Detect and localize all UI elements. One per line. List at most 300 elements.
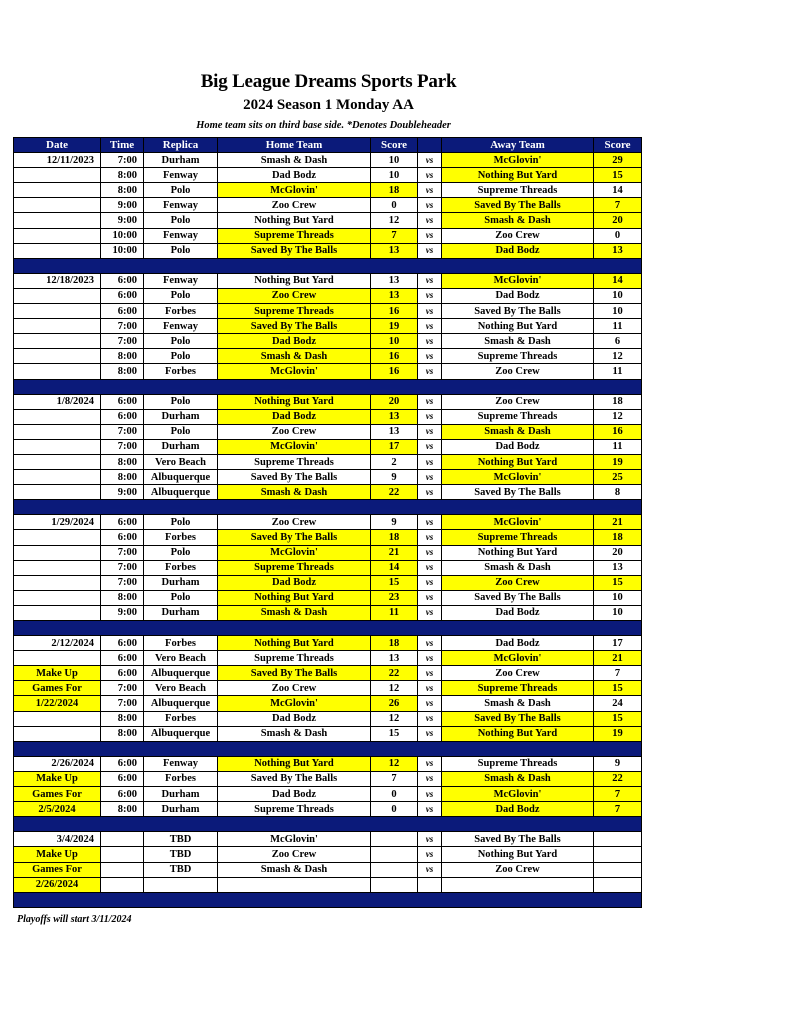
time-cell: 6:00 [101, 756, 144, 771]
away-team-cell: Dad Bodz [442, 243, 594, 258]
table-row [14, 771, 642, 786]
date-cell: 1/22/2024 [14, 696, 101, 711]
away-team-cell: Nothing But Yard [442, 545, 594, 560]
time-cell: 6:00 [101, 409, 144, 424]
table-row [14, 304, 642, 319]
week-separator [14, 258, 642, 273]
replica-cell: Polo [144, 213, 218, 228]
table-row [14, 228, 642, 243]
away-team-cell: Supreme Threads [442, 409, 594, 424]
away-team-cell: Saved By The Balls [442, 711, 594, 726]
home-score-cell: 2 [371, 454, 418, 469]
time-cell: 7:00 [101, 545, 144, 560]
separator-bar [14, 379, 642, 394]
home-team-cell: Supreme Threads [218, 228, 371, 243]
time-cell: 6:00 [101, 666, 144, 681]
home-team-cell: McGlovin' [218, 364, 371, 379]
vs-cell: vs [418, 409, 442, 424]
home-team-cell: Smash & Dash [218, 862, 371, 877]
table-row [14, 590, 642, 605]
table-row [14, 711, 642, 726]
replica-cell: Albuquerque [144, 470, 218, 485]
date-cell: 2/12/2024 [14, 636, 101, 651]
replica-cell: Durham [144, 409, 218, 424]
home-score-cell: 0 [371, 787, 418, 802]
date-cell [14, 168, 101, 183]
table-row [14, 243, 642, 258]
replica-cell: Fenway [144, 198, 218, 213]
away-team-cell: Saved By The Balls [442, 485, 594, 500]
table-row [14, 545, 642, 560]
away-team-cell: Saved By The Balls [442, 832, 594, 847]
home-team-cell: Saved By The Balls [218, 319, 371, 334]
home-score-cell: 12 [371, 681, 418, 696]
home-score-cell [371, 862, 418, 877]
table-row [14, 424, 642, 439]
vs-cell: vs [418, 575, 442, 590]
away-team-cell: Zoo Crew [442, 228, 594, 243]
away-score-cell: 7 [594, 787, 642, 802]
away-team-cell: Nothing But Yard [442, 726, 594, 741]
table-row [14, 877, 642, 892]
away-score-cell: 29 [594, 153, 642, 168]
separator-bar [14, 621, 642, 636]
home-score-cell: 26 [371, 696, 418, 711]
away-team-cell: Dad Bodz [442, 439, 594, 454]
separator-bar [14, 500, 642, 515]
vs-cell: vs [418, 273, 442, 288]
table-row [14, 183, 642, 198]
time-cell: 7:00 [101, 334, 144, 349]
home-team-cell: McGlovin' [218, 832, 371, 847]
table-row [14, 213, 642, 228]
time-cell: 10:00 [101, 243, 144, 258]
date-cell: Games For [14, 681, 101, 696]
table-row [14, 334, 642, 349]
replica-cell: Albuquerque [144, 696, 218, 711]
replica-cell: Durham [144, 802, 218, 817]
table-row [14, 288, 642, 303]
vs-cell: vs [418, 454, 442, 469]
away-score-cell: 12 [594, 409, 642, 424]
home-score-cell: 10 [371, 168, 418, 183]
vs-cell: vs [418, 590, 442, 605]
date-cell: 2/26/2024 [14, 756, 101, 771]
away-score-cell: 9 [594, 756, 642, 771]
col-time: Time [101, 138, 144, 153]
home-score-cell: 18 [371, 636, 418, 651]
separator-bar [14, 892, 642, 907]
away-score-cell: 20 [594, 213, 642, 228]
vs-cell: vs [418, 681, 442, 696]
home-team-cell: McGlovin' [218, 545, 371, 560]
replica-cell: TBD [144, 847, 218, 862]
home-team-cell: Nothing But Yard [218, 213, 371, 228]
replica-cell: Vero Beach [144, 651, 218, 666]
date-cell: 12/18/2023 [14, 273, 101, 288]
date-cell [14, 243, 101, 258]
home-team-cell: Zoo Crew [218, 198, 371, 213]
vs-cell: vs [418, 545, 442, 560]
replica-cell: Vero Beach [144, 681, 218, 696]
home-team-cell: Zoo Crew [218, 681, 371, 696]
away-score-cell [594, 862, 642, 877]
date-cell: 2/26/2024 [14, 877, 101, 892]
schedule-body [14, 153, 642, 908]
home-score-cell: 14 [371, 560, 418, 575]
away-score-cell: 20 [594, 545, 642, 560]
week-separator [14, 379, 642, 394]
time-cell: 10:00 [101, 228, 144, 243]
away-score-cell: 10 [594, 590, 642, 605]
table-row [14, 168, 642, 183]
header-row [14, 138, 642, 153]
away-score-cell: 6 [594, 334, 642, 349]
table-row [14, 605, 642, 620]
table-row [14, 530, 642, 545]
time-cell: 7:00 [101, 319, 144, 334]
away-team-cell: McGlovin' [442, 273, 594, 288]
replica-cell: Vero Beach [144, 454, 218, 469]
replica-cell: Forbes [144, 530, 218, 545]
date-cell [14, 349, 101, 364]
home-team-cell: Saved By The Balls [218, 243, 371, 258]
time-cell: 8:00 [101, 364, 144, 379]
replica-cell: Forbes [144, 304, 218, 319]
time-cell: 6:00 [101, 636, 144, 651]
vs-cell: vs [418, 470, 442, 485]
date-cell [14, 485, 101, 500]
vs-cell: vs [418, 515, 442, 530]
replica-cell: Durham [144, 605, 218, 620]
vs-cell: vs [418, 862, 442, 877]
date-cell: 2/5/2024 [14, 802, 101, 817]
home-score-cell [371, 847, 418, 862]
away-score-cell: 13 [594, 560, 642, 575]
date-cell: Games For [14, 787, 101, 802]
home-team-cell: Smash & Dash [218, 349, 371, 364]
vs-cell: vs [418, 424, 442, 439]
table-row [14, 273, 642, 288]
replica-cell: Fenway [144, 319, 218, 334]
table-row [14, 726, 642, 741]
table-row [14, 470, 642, 485]
table-row [14, 666, 642, 681]
replica-cell: Durham [144, 153, 218, 168]
replica-cell: Albuquerque [144, 726, 218, 741]
away-score-cell: 18 [594, 394, 642, 409]
home-team-cell: Supreme Threads [218, 651, 371, 666]
home-score-cell: 9 [371, 470, 418, 485]
away-team-cell: Smash & Dash [442, 696, 594, 711]
home-score-cell: 12 [371, 711, 418, 726]
home-score-cell: 10 [371, 153, 418, 168]
home-score-cell: 0 [371, 802, 418, 817]
home-score-cell [371, 832, 418, 847]
time-cell: 9:00 [101, 198, 144, 213]
table-row [14, 696, 642, 711]
time-cell: 7:00 [101, 560, 144, 575]
home-team-cell: Supreme Threads [218, 454, 371, 469]
replica-cell: Fenway [144, 168, 218, 183]
home-team-cell: Dad Bodz [218, 334, 371, 349]
away-team-cell: Dad Bodz [442, 288, 594, 303]
away-score-cell: 14 [594, 183, 642, 198]
vs-cell: vs [418, 560, 442, 575]
time-cell: 8:00 [101, 454, 144, 469]
replica-cell [144, 877, 218, 892]
replica-cell: Albuquerque [144, 666, 218, 681]
away-score-cell [594, 832, 642, 847]
time-cell: 6:00 [101, 394, 144, 409]
date-cell [14, 530, 101, 545]
vs-cell: vs [418, 364, 442, 379]
home-team-cell: Nothing But Yard [218, 756, 371, 771]
away-score-cell: 13 [594, 243, 642, 258]
replica-cell: Polo [144, 183, 218, 198]
time-cell: 6:00 [101, 771, 144, 786]
away-team-cell: Supreme Threads [442, 530, 594, 545]
table-row [14, 636, 642, 651]
home-score-cell: 12 [371, 213, 418, 228]
away-score-cell: 15 [594, 575, 642, 590]
away-score-cell: 10 [594, 605, 642, 620]
date-cell [14, 605, 101, 620]
home-team-cell: Smash & Dash [218, 726, 371, 741]
away-score-cell: 19 [594, 726, 642, 741]
date-cell [14, 304, 101, 319]
week-separator [14, 817, 642, 832]
vs-cell: vs [418, 288, 442, 303]
home-score-cell: 16 [371, 304, 418, 319]
date-cell [14, 183, 101, 198]
home-team-cell: Saved By The Balls [218, 771, 371, 786]
time-cell: 8:00 [101, 711, 144, 726]
replica-cell: TBD [144, 862, 218, 877]
vs-cell: vs [418, 605, 442, 620]
away-team-cell: McGlovin' [442, 787, 594, 802]
time-cell [101, 877, 144, 892]
page-title: Big League Dreams Sports Park [200, 71, 457, 92]
table-row [14, 862, 642, 877]
vs-cell: vs [418, 243, 442, 258]
date-cell [14, 726, 101, 741]
header-note: Home team sits on third base side. *Denotes Doubleheader [196, 120, 451, 131]
vs-cell: vs [418, 711, 442, 726]
vs-cell: vs [418, 183, 442, 198]
away-team-cell [442, 877, 594, 892]
replica-cell: Fenway [144, 756, 218, 771]
vs-cell: vs [418, 349, 442, 364]
vs-cell: vs [418, 651, 442, 666]
date-cell [14, 424, 101, 439]
vs-cell: vs [418, 394, 442, 409]
home-score-cell: 7 [371, 228, 418, 243]
table-row [14, 847, 642, 862]
home-score-cell: 7 [371, 771, 418, 786]
replica-cell: Polo [144, 334, 218, 349]
home-score-cell: 18 [371, 183, 418, 198]
replica-cell: Polo [144, 349, 218, 364]
home-score-cell: 16 [371, 349, 418, 364]
home-score-cell: 15 [371, 575, 418, 590]
replica-cell: Forbes [144, 364, 218, 379]
replica-cell: Durham [144, 787, 218, 802]
away-team-cell: McGlovin' [442, 470, 594, 485]
vs-cell: vs [418, 228, 442, 243]
date-cell [14, 651, 101, 666]
home-team-cell: Zoo Crew [218, 847, 371, 862]
home-team-cell: Saved By The Balls [218, 530, 371, 545]
week-separator [14, 741, 642, 756]
time-cell: 7:00 [101, 575, 144, 590]
home-score-cell: 12 [371, 756, 418, 771]
away-team-cell: Dad Bodz [442, 802, 594, 817]
vs-cell: vs [418, 756, 442, 771]
away-score-cell: 21 [594, 651, 642, 666]
home-score-cell: 9 [371, 515, 418, 530]
time-cell: 7:00 [101, 424, 144, 439]
home-team-cell: Zoo Crew [218, 424, 371, 439]
col-away-team: Away Team [442, 138, 594, 153]
away-score-cell: 10 [594, 304, 642, 319]
home-score-cell: 22 [371, 485, 418, 500]
away-score-cell: 7 [594, 666, 642, 681]
home-score-cell: 13 [371, 243, 418, 258]
date-cell: Make Up [14, 847, 101, 862]
table-row [14, 681, 642, 696]
vs-cell: vs [418, 847, 442, 862]
vs-cell: vs [418, 304, 442, 319]
date-cell: 3/4/2024 [14, 832, 101, 847]
away-team-cell: McGlovin' [442, 153, 594, 168]
away-team-cell: Smash & Dash [442, 334, 594, 349]
col-home-team: Home Team [218, 138, 371, 153]
away-team-cell: Supreme Threads [442, 756, 594, 771]
away-team-cell: Saved By The Balls [442, 198, 594, 213]
away-team-cell: Smash & Dash [442, 424, 594, 439]
home-score-cell: 22 [371, 666, 418, 681]
time-cell: 6:00 [101, 304, 144, 319]
home-score-cell: 0 [371, 198, 418, 213]
table-row [14, 651, 642, 666]
date-cell [14, 454, 101, 469]
time-cell: 8:00 [101, 168, 144, 183]
date-cell [14, 334, 101, 349]
away-team-cell: Nothing But Yard [442, 168, 594, 183]
replica-cell: Forbes [144, 560, 218, 575]
date-cell [14, 364, 101, 379]
time-cell: 7:00 [101, 681, 144, 696]
home-score-cell: 16 [371, 364, 418, 379]
time-cell: 8:00 [101, 802, 144, 817]
replica-cell: Forbes [144, 771, 218, 786]
away-score-cell: 11 [594, 364, 642, 379]
table-row [14, 319, 642, 334]
time-cell: 6:00 [101, 515, 144, 530]
vs-cell: vs [418, 334, 442, 349]
away-score-cell: 15 [594, 711, 642, 726]
replica-cell: Durham [144, 439, 218, 454]
vs-cell: vs [418, 787, 442, 802]
replica-cell: Polo [144, 545, 218, 560]
date-cell: Make Up [14, 666, 101, 681]
away-team-cell: Nothing But Yard [442, 319, 594, 334]
home-team-cell: Supreme Threads [218, 304, 371, 319]
table-row [14, 454, 642, 469]
away-team-cell: Smash & Dash [442, 560, 594, 575]
away-score-cell: 24 [594, 696, 642, 711]
away-team-cell: Supreme Threads [442, 681, 594, 696]
home-score-cell: 15 [371, 726, 418, 741]
home-team-cell: Smash & Dash [218, 605, 371, 620]
away-team-cell: Dad Bodz [442, 605, 594, 620]
away-score-cell: 16 [594, 424, 642, 439]
table-row [14, 515, 642, 530]
week-separator [14, 892, 642, 907]
replica-cell: Polo [144, 243, 218, 258]
away-score-cell: 8 [594, 485, 642, 500]
away-team-cell: Nothing But Yard [442, 847, 594, 862]
home-team-cell: McGlovin' [218, 439, 371, 454]
date-cell [14, 711, 101, 726]
separator-bar [14, 817, 642, 832]
away-team-cell: McGlovin' [442, 515, 594, 530]
table-row [14, 787, 642, 802]
replica-cell: Polo [144, 424, 218, 439]
away-score-cell: 18 [594, 530, 642, 545]
date-cell: 1/29/2024 [14, 515, 101, 530]
away-score-cell: 12 [594, 349, 642, 364]
vs-cell: vs [418, 213, 442, 228]
away-score-cell: 19 [594, 454, 642, 469]
time-cell: 6:00 [101, 787, 144, 802]
week-separator [14, 500, 642, 515]
away-team-cell: Dad Bodz [442, 636, 594, 651]
date-cell: 1/8/2024 [14, 394, 101, 409]
table-row [14, 802, 642, 817]
table-row [14, 409, 642, 424]
vs-cell: vs [418, 696, 442, 711]
home-score-cell: 18 [371, 530, 418, 545]
home-team-cell [218, 877, 371, 892]
home-team-cell: Supreme Threads [218, 560, 371, 575]
home-score-cell: 23 [371, 590, 418, 605]
away-score-cell: 7 [594, 802, 642, 817]
table-row [14, 560, 642, 575]
home-team-cell: Smash & Dash [218, 485, 371, 500]
away-team-cell: Zoo Crew [442, 364, 594, 379]
time-cell: 8:00 [101, 590, 144, 605]
replica-cell: Polo [144, 590, 218, 605]
away-score-cell: 11 [594, 319, 642, 334]
away-team-cell: McGlovin' [442, 651, 594, 666]
time-cell: 8:00 [101, 183, 144, 198]
date-cell: 12/11/2023 [14, 153, 101, 168]
replica-cell: Fenway [144, 228, 218, 243]
table-row [14, 439, 642, 454]
vs-cell: vs [418, 832, 442, 847]
time-cell: 9:00 [101, 605, 144, 620]
home-score-cell: 17 [371, 439, 418, 454]
away-score-cell [594, 877, 642, 892]
replica-cell: Albuquerque [144, 485, 218, 500]
date-cell [14, 228, 101, 243]
home-score-cell: 13 [371, 651, 418, 666]
vs-cell: vs [418, 168, 442, 183]
away-score-cell: 25 [594, 470, 642, 485]
replica-cell: Forbes [144, 711, 218, 726]
